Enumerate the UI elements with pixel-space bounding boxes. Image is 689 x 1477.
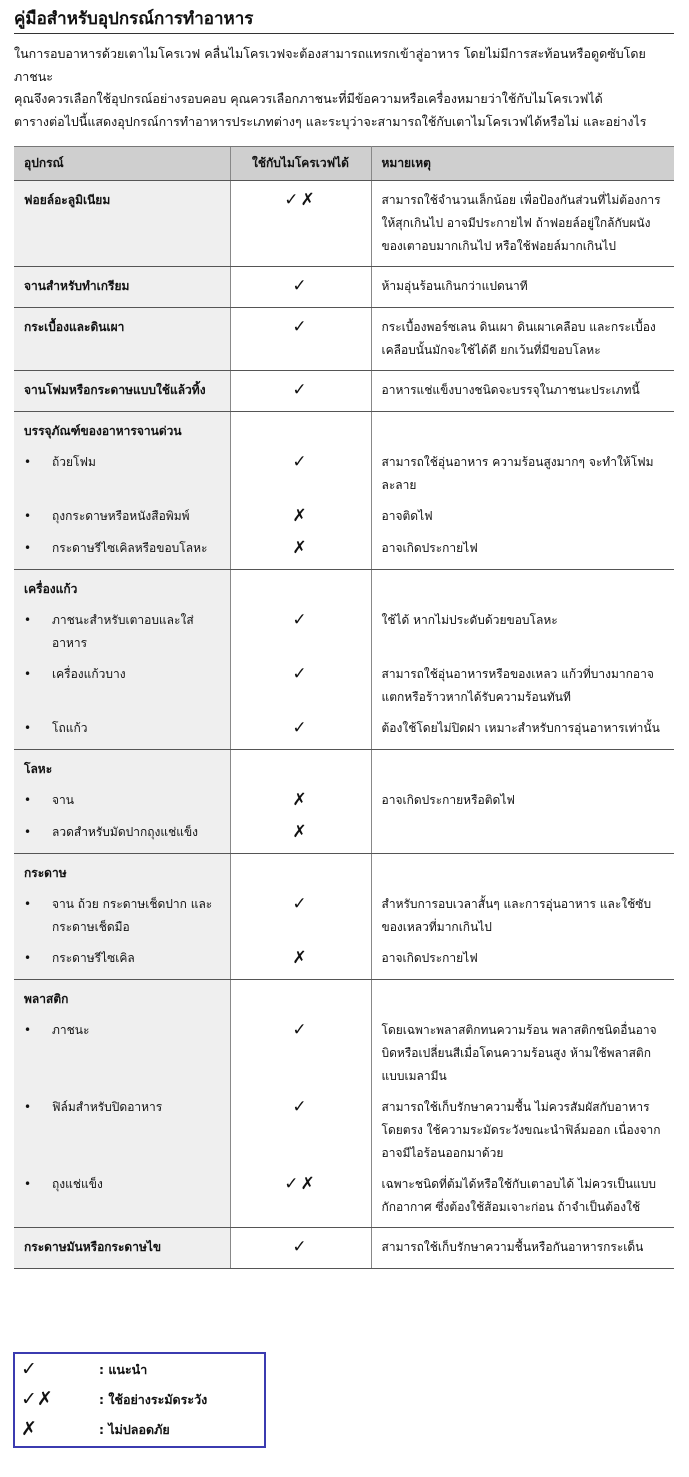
check-icon: ✓	[292, 452, 309, 472]
cell-note	[371, 980, 674, 1020]
cell-item	[14, 789, 230, 821]
item-label: จานสำหรับทำเกรียม	[24, 279, 130, 293]
cross-icon: ✗	[292, 506, 309, 526]
cell-microwave-safe	[230, 717, 371, 750]
item-label: จาน	[52, 793, 74, 807]
cell-microwave-safe	[230, 537, 371, 570]
table-row	[14, 893, 674, 947]
bullet-icon: •	[24, 951, 32, 965]
item-label: กระดาษมันหรือกระดาษไข	[24, 1240, 162, 1254]
cell-note: สามารถใช้เก็บรักษาความชื้นหรือกันอาหารกระเด็น	[371, 1228, 674, 1269]
intro-paragraph-3: ตารางต่อไปนี้แสดงอุปกรณ์การทำอาหารประเภทต่างๆ และระบุว่าจะสามารถใช้กับเตาไมโครเวฟได้หรือไม่ และอย่างไร	[14, 113, 647, 129]
table-row	[14, 821, 674, 854]
cell-item	[14, 750, 230, 790]
cell-item	[14, 821, 230, 854]
bullet-icon: •	[24, 1100, 32, 1114]
cell-note: โดยเฉพาะพลาสติกทนความร้อน พลาสติกชนิดอื่นอาจบิดหรือเปลี่ยนสีเมื่อโดนความร้อนสูง ห้ามใช้พลาสติกแบบเมลามีน	[381, 1023, 657, 1083]
bullet-icon: •	[24, 1177, 32, 1191]
cell-note: อาจติดไฟ	[381, 509, 433, 523]
intro-paragraph-1: ในการอบอาหารด้วยเตาไมโครเวฟ คลื่นไมโครเวฟจะต้องสามารถแทรกเข้าสู่อาหาร โดยไม่มีการสะท้อนหรือดูดซับโดยภาชนะ	[14, 46, 646, 84]
table-row	[14, 1228, 674, 1269]
header-note: หมายเหตุ	[371, 147, 674, 181]
cell-microwave-safe	[230, 609, 371, 663]
cell-note	[371, 821, 674, 854]
cell-microwave-safe	[230, 570, 371, 610]
cell-item	[14, 451, 230, 505]
item-label: เครื่องแก้ว	[24, 582, 78, 596]
header-item: อุปกรณ์	[14, 147, 230, 181]
cookware-table	[14, 146, 674, 1269]
check-icon: ✓	[292, 1237, 309, 1257]
legend-caution	[21, 1386, 261, 1414]
table-row	[14, 717, 674, 750]
table-row	[14, 181, 674, 267]
cell-microwave-safe	[230, 371, 371, 412]
cell-note: สามารถใช้อุ่นอาหารหรือของเหลว แก้วที่บางมากอาจแตกหรือร้าวหากได้รับความร้อนทันที	[381, 667, 654, 704]
check-icon: ✓	[292, 1020, 309, 1040]
cell-microwave-safe	[230, 1173, 371, 1228]
cell-note: ห้ามอุ่นร้อนเกินกว่าแปดนาที	[371, 267, 674, 308]
legend-label: : ไม่ปลอดภัย	[99, 1422, 170, 1437]
item-label: ฟิล์มสำหรับปิดอาหาร	[52, 1100, 163, 1114]
check-icon: ✓	[292, 610, 309, 630]
cell-item	[14, 717, 230, 750]
bullet-icon: •	[24, 667, 32, 681]
item-label: กระดาษ	[24, 866, 67, 880]
cell-item	[14, 980, 230, 1020]
table-body	[14, 181, 674, 1269]
table-row	[14, 750, 674, 790]
table-row	[14, 947, 674, 980]
legend-label: : แนะนำ	[99, 1362, 148, 1377]
legend-box	[13, 1352, 266, 1448]
table-header-row	[14, 147, 674, 181]
item-label: กระเบื้องและดินเผา	[24, 320, 125, 334]
cell-item	[14, 947, 230, 980]
cross-icon: ✗	[292, 790, 309, 810]
cell-item	[14, 1173, 230, 1228]
legend-unsafe	[21, 1416, 261, 1444]
bullet-icon: •	[24, 793, 32, 807]
item-label: พลาสติก	[24, 992, 69, 1006]
bullet-icon: •	[24, 541, 32, 555]
cell-item	[14, 505, 230, 537]
check-icon: ✓	[292, 664, 309, 684]
item-label: ถุงกระดาษหรือหนังสือพิมพ์	[52, 509, 190, 523]
legend-label: : ใช้อย่างระมัดระวัง	[99, 1392, 208, 1407]
item-label: ภาชนะ	[52, 1023, 90, 1037]
check-icon: ✓	[292, 1097, 309, 1117]
cell-item	[14, 609, 230, 663]
table-row	[14, 980, 674, 1020]
item-label: กระดาษรีไซเคิลหรือขอบโลหะ	[52, 541, 208, 555]
table-row	[14, 308, 674, 371]
check-icon: ✓	[21, 1358, 37, 1380]
cell-item	[14, 537, 230, 570]
item-label: ถ้วยโฟม	[52, 455, 96, 469]
table-row	[14, 1019, 674, 1096]
item-label: ถุงแช่แข็ง	[52, 1177, 103, 1191]
cell-note: เฉพาะชนิดที่ต้มได้หรือใช้กับเตาอบได้ ไม่ควรเป็นแบบกักอากาศ ซึ่งต้องใช้ส้อมเจาะก่อน ถ้าจำเป็นต้องใช้	[371, 1173, 674, 1228]
cell-note: สามารถใช้เก็บรักษาความชื้น ไม่ควรสัมผัสกับอาหารโดยตรง ใช้ความระมัดระวังขณะนำฟิล์มออก เนื่องจากอาจมีไอร้อนออกมาด้วย	[381, 1100, 661, 1160]
item-label: บรรจุภัณฑ์ของอาหารจานด่วน	[24, 424, 182, 438]
table-row	[14, 663, 674, 717]
legend-recommended	[21, 1356, 261, 1384]
cell-microwave-safe	[230, 663, 371, 717]
cell-microwave-safe	[230, 854, 371, 894]
bullet-icon: •	[24, 897, 32, 911]
intro-paragraph-2: คุณจึงควรเลือกใช้อุปกรณ์อย่างรอบคอบ คุณควรเลือกภาชนะที่มีข้อความหรือเครื่องหมายว่าใช้กับไมโครเวฟได้	[14, 91, 603, 106]
item-label: กระดาษรีไซเคิล	[52, 951, 135, 965]
bullet-icon: •	[24, 721, 32, 735]
cell-note	[371, 412, 674, 452]
cell-note: ใช้ได้ หากไม่ประดับด้วยขอบโลหะ	[381, 613, 558, 627]
table-row	[14, 371, 674, 412]
cell-microwave-safe	[230, 789, 371, 821]
cell-microwave-safe	[230, 947, 371, 980]
cell-item	[14, 412, 230, 452]
check-cross-icon: ✓✗	[284, 1174, 317, 1194]
check-icon: ✓	[292, 380, 309, 400]
table-row	[14, 570, 674, 610]
item-label: ฟอยล์อะลูมิเนียม	[24, 193, 111, 207]
table-row	[14, 789, 674, 821]
check-cross-icon: ✓✗	[21, 1388, 53, 1410]
cell-microwave-safe	[230, 1019, 371, 1096]
check-icon: ✓	[292, 317, 309, 337]
table-row	[14, 537, 674, 570]
table-row	[14, 505, 674, 537]
cell-microwave-safe	[230, 1096, 371, 1173]
intro-text	[14, 43, 679, 133]
check-icon: ✓	[292, 718, 309, 738]
cell-item	[14, 854, 230, 894]
cell-microwave-safe	[230, 267, 371, 308]
bullet-icon: •	[24, 825, 32, 839]
item-label: จานโฟมหรือกระดาษแบบใช้แล้วทิ้ง	[24, 383, 206, 397]
cell-item	[14, 1019, 230, 1096]
cell-item	[14, 181, 230, 267]
item-label: ภาชนะสำหรับเตาอบและใส่อาหาร	[52, 613, 194, 650]
cell-note	[371, 750, 674, 790]
bullet-icon: •	[24, 509, 32, 523]
item-label: ลวดสำหรับมัดปากถุงแช่แข็ง	[52, 825, 199, 839]
cell-item	[14, 371, 230, 412]
cell-microwave-safe	[230, 451, 371, 505]
item-label: เครื่องแก้วบาง	[52, 667, 126, 681]
cell-microwave-safe	[230, 893, 371, 947]
cross-icon: ✗	[21, 1418, 37, 1440]
check-cross-icon: ✓✗	[284, 190, 317, 210]
cell-note: ต้องใช้โดยไม่ปิดฝา เหมาะสำหรับการอุ่นอาหารเท่านั้น	[371, 717, 674, 750]
cell-item	[14, 267, 230, 308]
cell-note: สำหรับการอบเวลาสั้นๆ และการอุ่นอาหาร และใช้ซับของเหลวที่มากเกินไป	[381, 897, 652, 934]
cell-note: อาจเกิดประกายไฟ	[371, 537, 674, 570]
item-label: โลหะ	[24, 762, 53, 776]
cell-note	[371, 854, 674, 894]
cell-note: สามารถใช้อุ่นอาหาร ความร้อนสูงมากๆ จะทำให้โฟมละลาย	[381, 455, 654, 492]
table-row	[14, 1096, 674, 1173]
cell-note: กระเบื้องพอร์ซเลน ดินเผา ดินเผาเคลือบ และกระเบื้องเคลือบนั้นมักจะใช้ได้ดี ยกเว้นที่มีขอบโลหะ	[371, 308, 674, 371]
bullet-icon: •	[24, 455, 32, 469]
bullet-icon: •	[24, 1023, 32, 1037]
cell-item	[14, 1228, 230, 1269]
check-icon: ✓	[292, 276, 309, 296]
table-row	[14, 451, 674, 505]
cell-note	[371, 570, 674, 610]
item-label: โถแก้ว	[52, 721, 88, 735]
cell-item	[14, 1096, 230, 1173]
cross-icon: ✗	[292, 822, 309, 842]
cell-note: อาจเกิดประกายหรือติดไฟ	[381, 793, 515, 807]
table-row	[14, 854, 674, 894]
table-row	[14, 1173, 674, 1228]
table-row	[14, 412, 674, 452]
cross-icon: ✗	[292, 538, 309, 558]
cell-microwave-safe	[230, 750, 371, 790]
cell-microwave-safe	[230, 1228, 371, 1269]
cell-note: สามารถใช้จำนวนเล็กน้อย เพื่อป้องกันส่วนที่ไม่ต้องการให้สุกเกินไป อาจมีประกายไฟ ถ้าฟอยล์อยู่ใกล้กับผนังของเตาอบมากเกินไป หรือใช้ฟอยล์มากเกินไป	[371, 181, 674, 267]
page-title: คู่มือสำหรับอุปกรณ์การทำอาหาร	[14, 6, 674, 34]
cell-item	[14, 308, 230, 371]
cell-microwave-safe	[230, 980, 371, 1020]
cell-microwave-safe	[230, 821, 371, 854]
cell-microwave-safe	[230, 181, 371, 267]
cell-microwave-safe	[230, 308, 371, 371]
cell-item	[14, 663, 230, 717]
table-row	[14, 267, 674, 308]
table-row	[14, 609, 674, 663]
header-microwave-safe: ใช้กับไมโครเวฟได้	[230, 147, 371, 181]
cell-microwave-safe	[230, 412, 371, 452]
cell-item	[14, 893, 230, 947]
bullet-icon: •	[24, 613, 32, 627]
item-label: จาน ถ้วย กระดาษเช็ดปาก และกระดาษเช็ดมือ	[52, 897, 213, 934]
cell-item	[14, 570, 230, 610]
cell-microwave-safe	[230, 505, 371, 537]
cross-icon: ✗	[292, 948, 309, 968]
check-icon: ✓	[292, 894, 309, 914]
cell-note: อาหารแช่แข็งบางชนิดจะบรรจุในภาชนะประเภทนี้	[371, 371, 674, 412]
cell-note: อาจเกิดประกายไฟ	[371, 947, 674, 980]
